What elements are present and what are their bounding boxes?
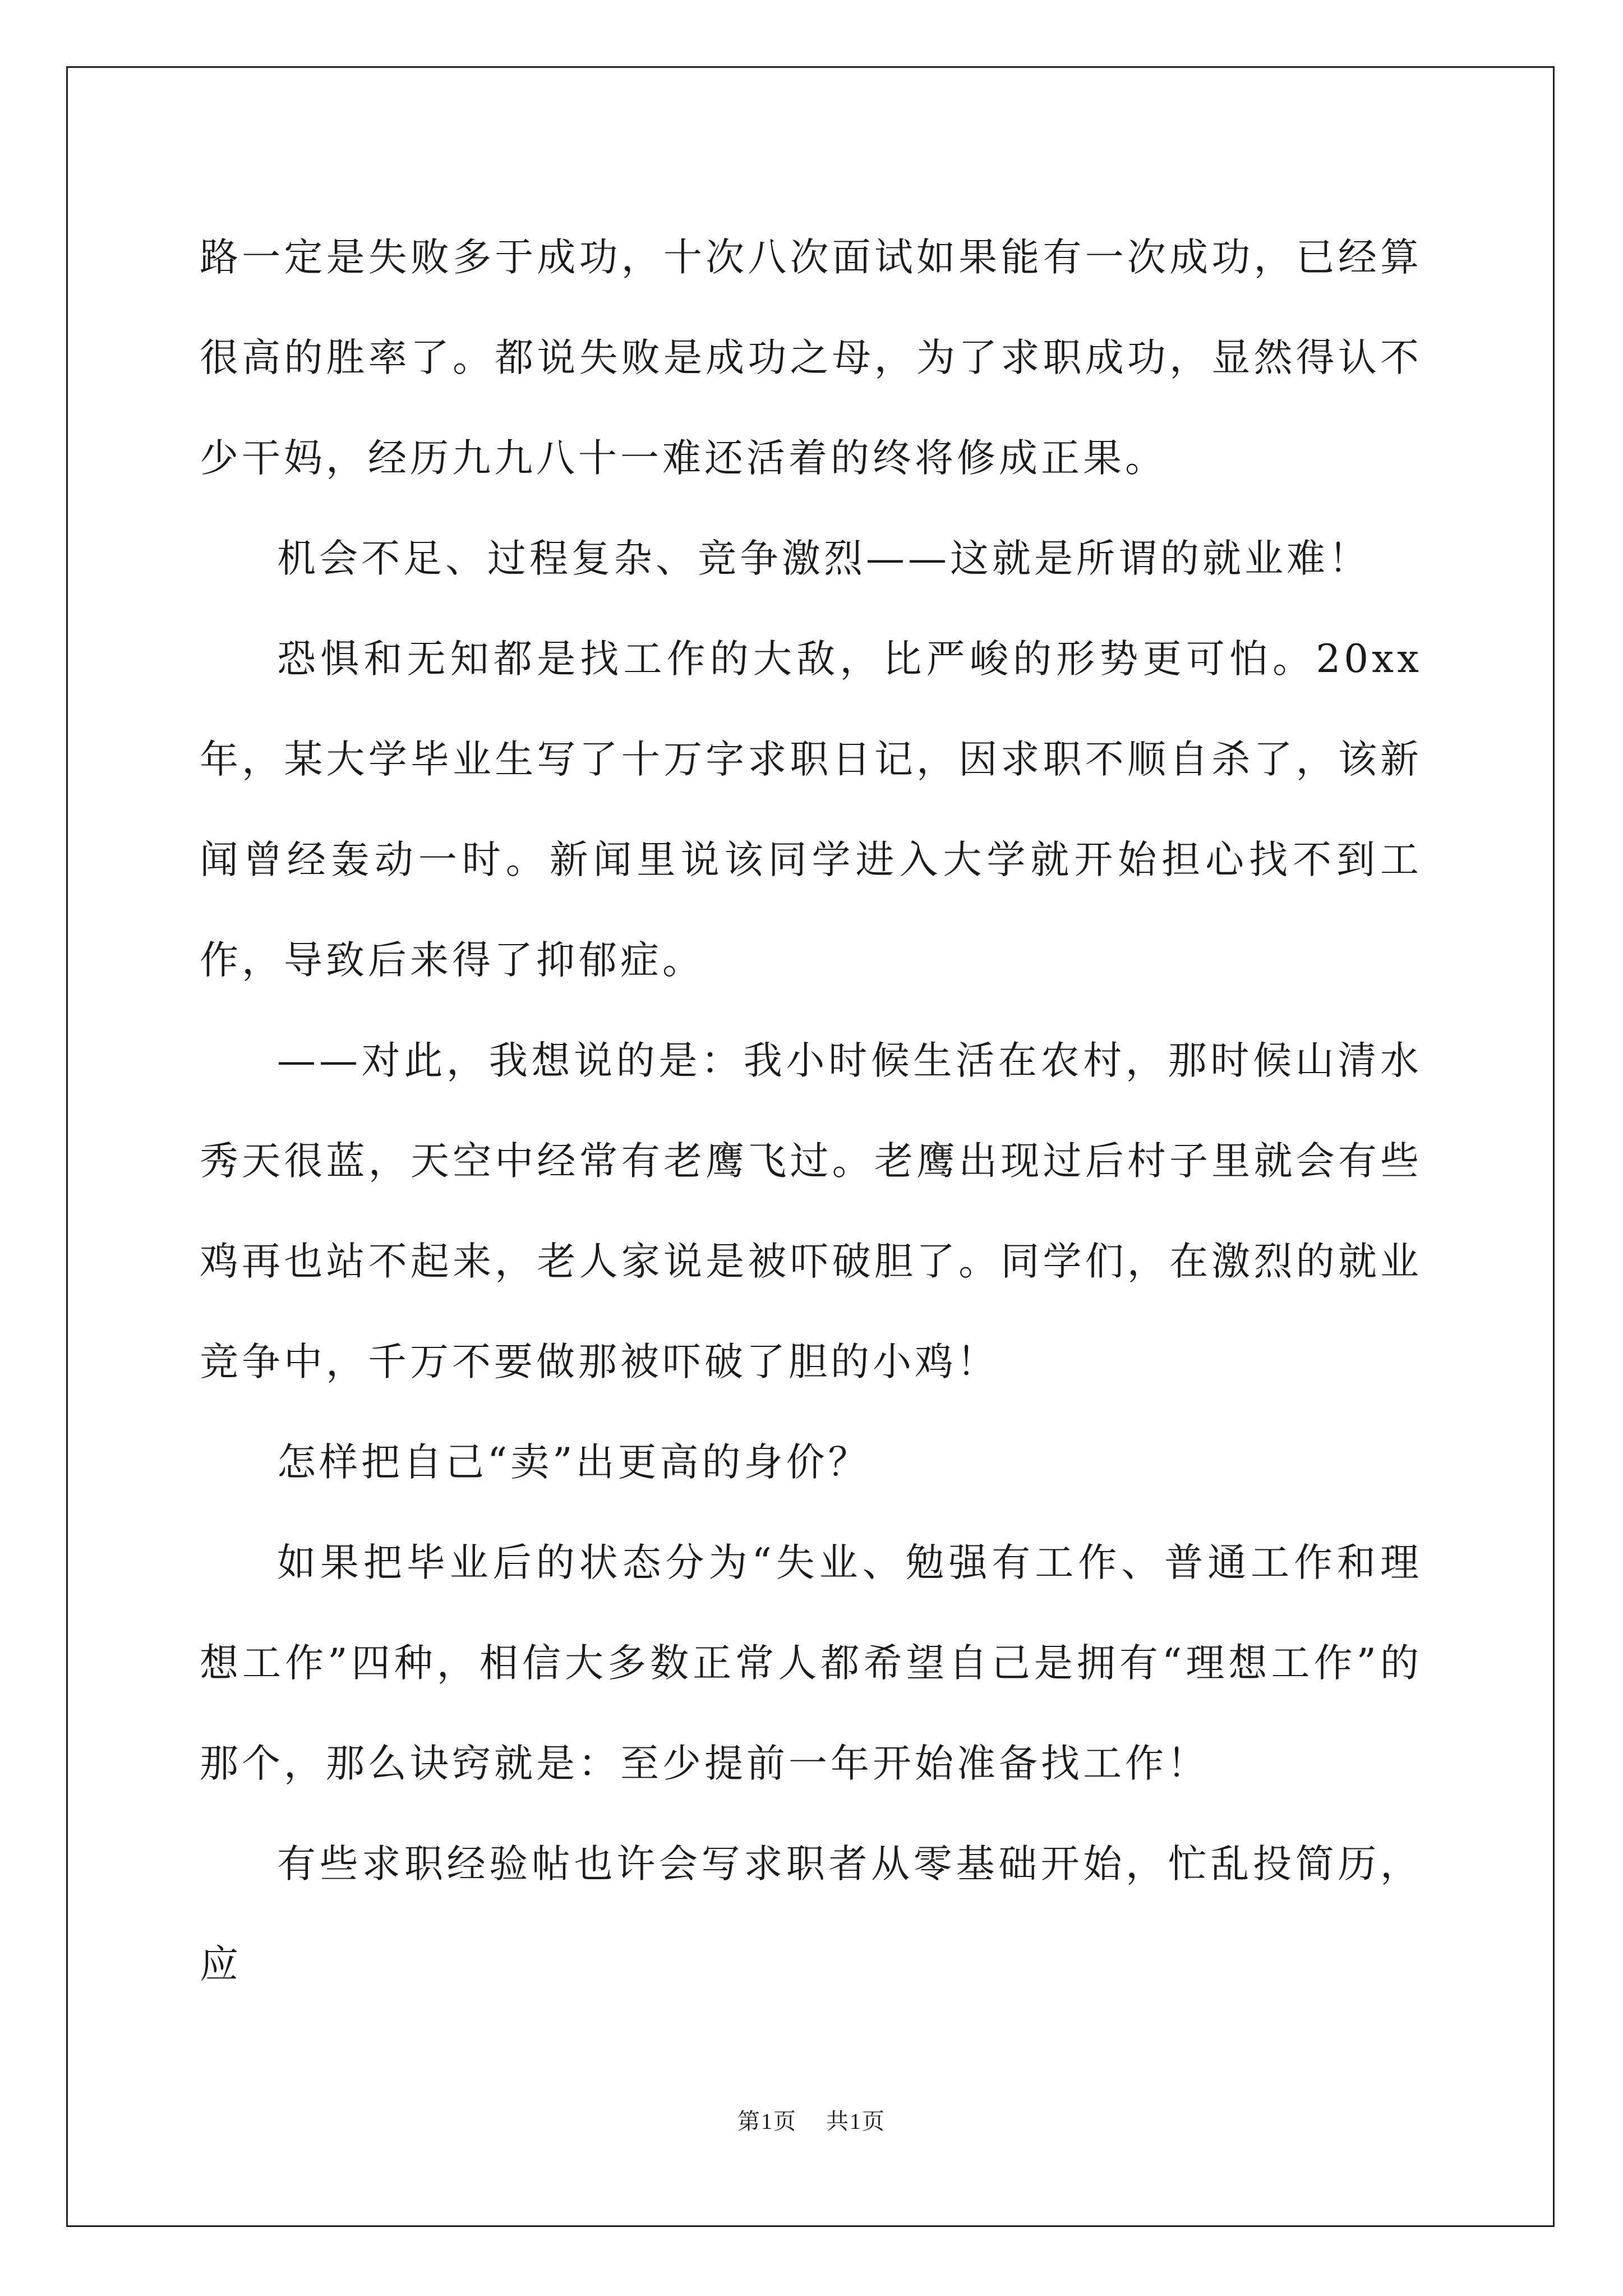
paragraph: 机会不足、过程复杂、竞争激烈——这就是所谓的就业难！	[277, 536, 1371, 581]
paragraph: ——对此，我想说的是：我小时候生活在农村，那时候山清水秀天很蓝，天空中经常有老鹰飞过。老鹰出现过后村子里就会有些鸡再也站不起来，老人家说是被吓破胆了。同学们，在激烈的就业竞争中，千万不要做那被吓破了胆的小鸡！	[200, 1038, 1422, 1384]
paragraph: 有些求职经验帖也许会写求职者从零基础开始，忙乱投简历，应	[200, 1842, 1422, 1987]
paragraph: 恐惧和无知都是找工作的大敌，比严峻的形势更可怕。20xx 年，某大学毕业生写了十万字求职日记，因求职不顺自杀了，该新闻曾经轰动一时。新闻里说该同学进入大学就开始担心找不到工作，导致后来得了抑郁症。	[200, 637, 1422, 983]
page-total: 共1页	[826, 2109, 886, 2134]
page-footer	[0, 2104, 1623, 2136]
document-body	[200, 208, 1422, 2015]
paragraph-continuation: 路一定是失败多于成功，十次八次面试如果能有一次成功，已经算很高的胜率了。都说失败是成功之母，为了求职成功，显然得认不少干妈，经历九九八十一难还活着的终将修成正果。	[200, 235, 1422, 481]
page-number: 第1页	[737, 2109, 797, 2134]
paragraph-heading: 怎样把自己“卖”出更高的身价？	[277, 1440, 870, 1485]
paragraph: 如果把毕业后的状态分为“失业、勉强有工作、普通工作和理想工作”四种，相信大多数正常人都希望自己是拥有“理想工作”的那个，那么诀窍就是：至少提前一年开始准备找工作！	[200, 1540, 1422, 1786]
